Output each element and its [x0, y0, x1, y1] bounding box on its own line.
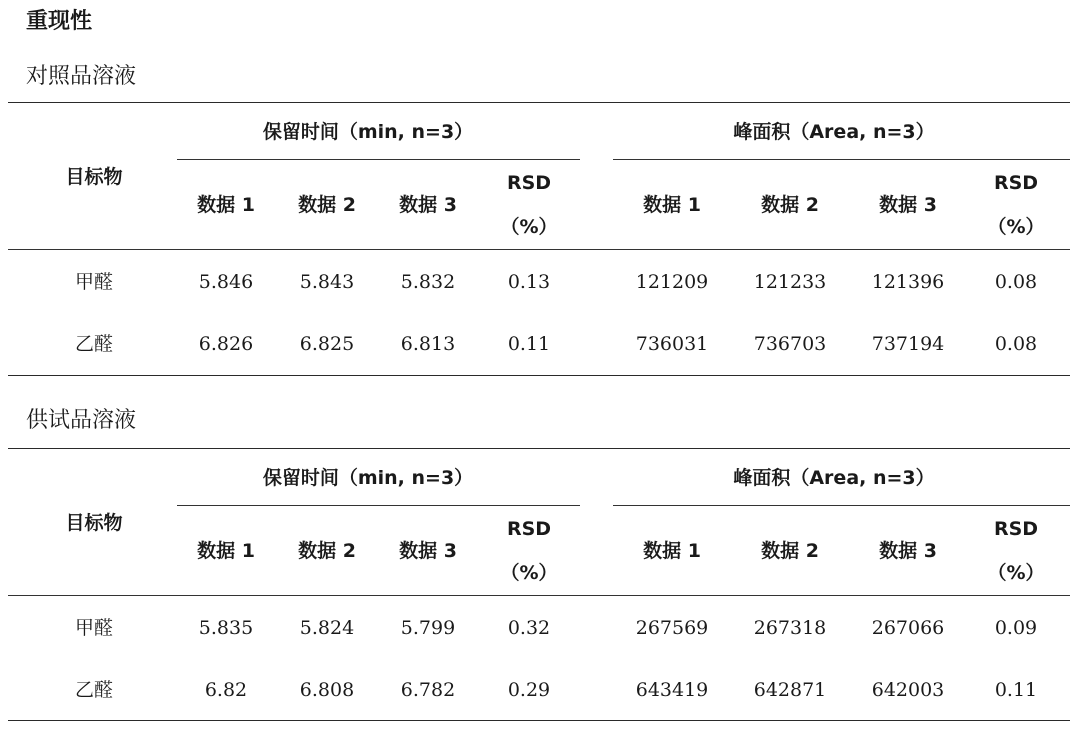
area-rsd-value: 0.08: [994, 333, 1038, 355]
area-value: 267318: [753, 617, 827, 639]
sample-solution-table: [8, 448, 1070, 723]
area-value: 267569: [635, 617, 709, 639]
reference-solution-table: [8, 102, 1070, 377]
retention-time-group-header: 保留时间（min, n=3）: [262, 467, 474, 489]
area-rsd-value: 0.08: [994, 271, 1038, 293]
rt-value: 5.832: [400, 271, 456, 293]
area-data1-header: 数据 1: [643, 194, 701, 216]
rt-rsd-value: 0.29: [507, 679, 551, 701]
area-group-rule: [613, 505, 1070, 506]
analyte-header: 目标物: [65, 512, 123, 534]
analyte-name: 甲醛: [74, 271, 114, 293]
peak-area-group-header: 峰面积（Area, n=3）: [733, 121, 935, 143]
area-value: 121396: [871, 271, 945, 293]
rt-data3-header: 数据 3: [399, 540, 457, 562]
area-rsd-value: 0.11: [994, 679, 1038, 701]
peak-area-group-header: 峰面积（Area, n=3）: [733, 467, 935, 489]
area-group-rule: [613, 159, 1070, 160]
rt-rsd-header: RSD: [506, 172, 552, 194]
area-value: 642871: [753, 679, 827, 701]
rt-value: 6.808: [299, 679, 355, 701]
table-top-rule: [8, 102, 1070, 103]
rt-value: 6.826: [198, 333, 254, 355]
analyte-name: 乙醛: [74, 333, 114, 355]
header-bottom-rule: [8, 595, 1070, 596]
area-data3-header: 数据 3: [879, 194, 937, 216]
rt-value: 5.824: [299, 617, 355, 639]
area-value: 642003: [871, 679, 945, 701]
rt-data2-header: 数据 2: [298, 194, 356, 216]
rt-rsd-value: 0.13: [507, 271, 551, 293]
rt-rsd-header: RSD: [506, 518, 552, 540]
rt-data1-header: 数据 1: [197, 540, 255, 562]
area-rsd-header: RSD: [993, 518, 1039, 540]
header-bottom-rule: [8, 249, 1070, 250]
rt-value: 6.813: [400, 333, 456, 355]
area-rsd-unit: （%）: [987, 562, 1045, 584]
table-top-rule: [8, 448, 1070, 449]
area-value: 736703: [753, 333, 827, 355]
analyte-name: 乙醛: [74, 679, 114, 701]
area-value: 737194: [871, 333, 945, 355]
retention-group-rule: [177, 505, 580, 506]
rt-value: 6.82: [204, 679, 248, 701]
table-bottom-rule: [8, 375, 1070, 376]
retention-group-rule: [177, 159, 580, 160]
area-data2-header: 数据 2: [761, 194, 819, 216]
rt-rsd-value: 0.11: [507, 333, 551, 355]
area-value: 643419: [635, 679, 709, 701]
rt-value: 6.782: [400, 679, 456, 701]
area-value: 736031: [635, 333, 709, 355]
rt-value: 6.825: [299, 333, 355, 355]
rt-value: 5.835: [198, 617, 254, 639]
rt-data3-header: 数据 3: [399, 194, 457, 216]
rt-rsd-unit: （%）: [500, 562, 558, 584]
area-value: 121209: [635, 271, 709, 293]
area-data1-header: 数据 1: [643, 540, 701, 562]
area-rsd-unit: （%）: [987, 216, 1045, 238]
table-caption-sample: 供试品溶液: [26, 408, 137, 433]
rt-value: 5.846: [198, 271, 254, 293]
table-bottom-rule: [8, 720, 1070, 721]
area-value: 121233: [753, 271, 827, 293]
area-data3-header: 数据 3: [879, 540, 937, 562]
table-caption-reference: 对照品溶液: [26, 64, 137, 89]
area-rsd-header: RSD: [993, 172, 1039, 194]
analyte-header: 目标物: [65, 166, 123, 188]
rt-rsd-value: 0.32: [507, 617, 551, 639]
rt-value: 5.799: [400, 617, 456, 639]
area-data2-header: 数据 2: [761, 540, 819, 562]
area-rsd-value: 0.09: [994, 617, 1038, 639]
analyte-name: 甲醛: [74, 617, 114, 639]
rt-data1-header: 数据 1: [197, 194, 255, 216]
retention-time-group-header: 保留时间（min, n=3）: [262, 121, 474, 143]
page-title: 重现性: [26, 9, 93, 34]
area-value: 267066: [871, 617, 945, 639]
rt-rsd-unit: （%）: [500, 216, 558, 238]
rt-value: 5.843: [299, 271, 355, 293]
rt-data2-header: 数据 2: [298, 540, 356, 562]
